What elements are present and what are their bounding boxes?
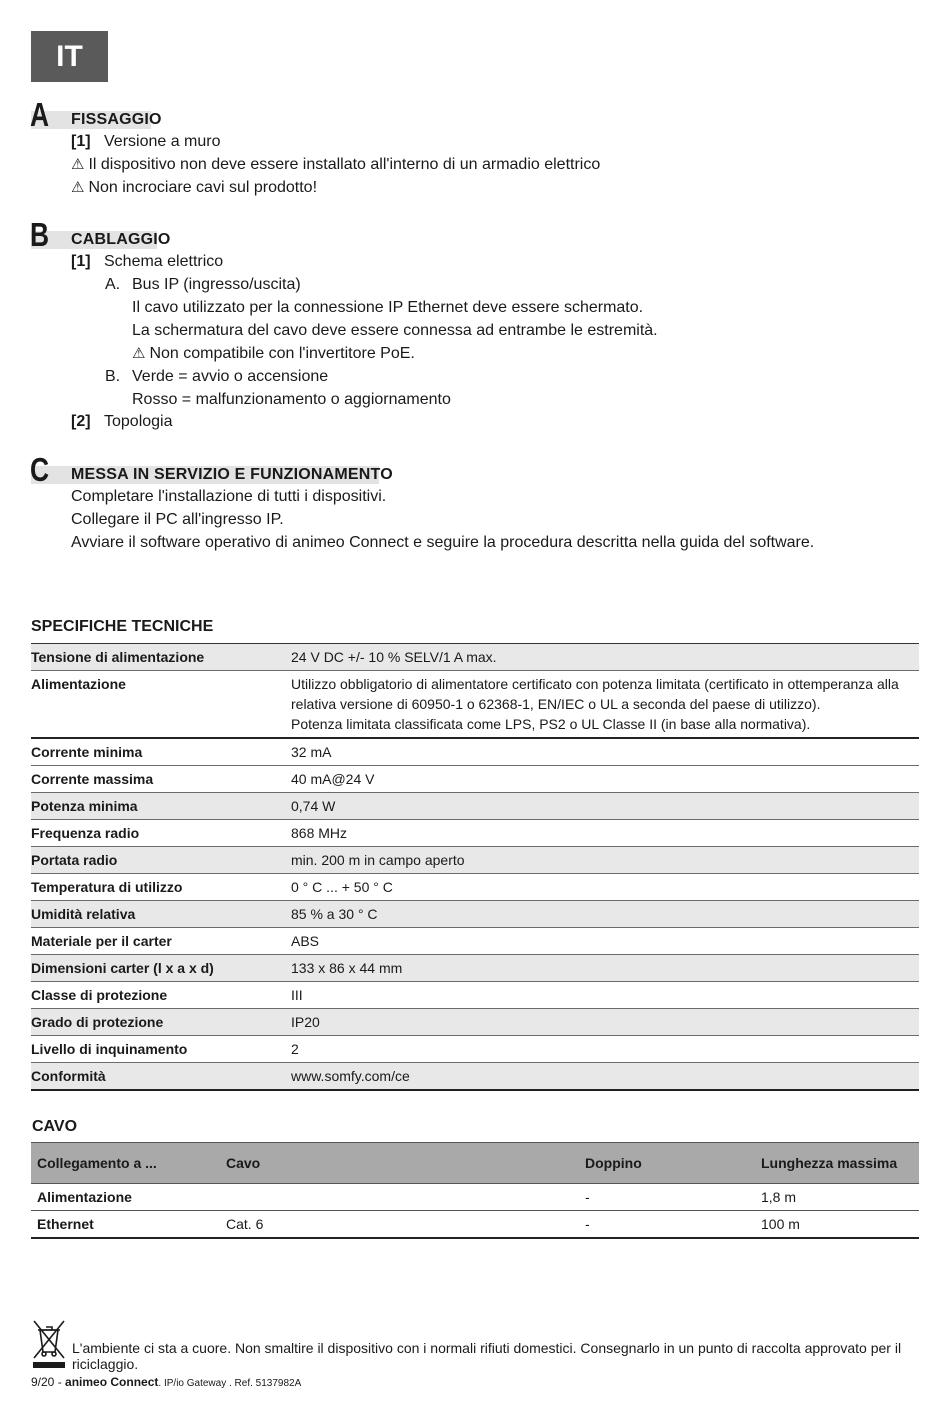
warning-text: Non incrociare cavi sul prodotto! [88,179,318,196]
section-b-sub-a-line-3: La schermatura del cavo deve essere connessa ad entrambe le estremità. [132,322,658,339]
table-cell [220,1184,579,1211]
section-c-letter: C [30,451,50,488]
item-text: Schema elettrico [104,253,224,270]
table-cell: - [579,1184,755,1211]
spec-key: Alimentazione [31,671,291,739]
section-c-line-1: Completare l'installazione di tutti i dispositivi. [71,488,387,505]
table-cell: Ethernet [31,1211,220,1239]
item-ref: [1] [71,253,91,270]
cable-heading: CAVO [32,1118,78,1135]
table-row [31,1009,919,1036]
section-a-warning-1 [71,154,600,176]
spec-key: Conformità [31,1063,291,1091]
spec-key: Potenza minima [31,793,291,820]
table-row [31,1063,919,1091]
table-row [31,1211,919,1239]
spec-value: 2 [291,1036,919,1063]
product-brand: animeo Connect [65,1375,159,1389]
section-b-sub-a [105,274,301,296]
section-c-line-2: Collegare il PC all'ingresso IP. [71,511,284,528]
section-a-warning-2 [71,177,317,199]
table-row [31,901,919,928]
table-row [31,874,919,901]
spec-key: Livello di inquinamento [31,1036,291,1063]
spec-value [291,671,919,739]
item-text: Topologia [104,413,173,430]
table-header-row [31,1143,919,1184]
sub-label: A. [105,276,121,293]
section-b-sub-b [105,366,328,388]
table-row [31,1036,919,1063]
table-cell: 1,8 m [755,1184,919,1211]
spec-key: Tensione di alimentazione [31,644,291,671]
warning-text: Non compatibile con l'invertitore PoE. [149,345,415,362]
sub-text: Verde = avvio o accensione [132,368,329,385]
product-reference: . IP/io Gateway . Ref. 5137982A [158,1378,302,1389]
spec-key: Corrente minima [31,738,291,766]
column-header: Cavo [220,1143,579,1184]
table-cell: Cat. 6 [220,1211,579,1239]
spec-value: 85 % a 30 ° C [291,901,919,928]
disposal-notice: L'ambiente ci sta a cuore. Non smaltire il dispositivo con i normali rifiuti domestici. Consegnarlo in un punto di raccolta approvato per il riciclaggio. [72,1340,902,1372]
column-header: Collegamento a ... [31,1143,220,1184]
spec-key: Classe di protezione [31,982,291,1009]
specs-table [31,643,919,1091]
table-row [31,982,919,1009]
spec-key: Frequenza radio [31,820,291,847]
spec-value: 0 ° C ... + 50 ° C [291,874,919,901]
section-a-title: FISSAGGIO [71,111,162,128]
page-reference [31,1375,301,1389]
spec-value: ABS [291,928,919,955]
sub-label: B. [105,368,121,385]
separator: - [57,1375,62,1389]
item-ref: [1] [71,133,91,150]
table-row [31,820,919,847]
spec-value: 24 V DC +/- 10 % SELV/1 A max. [291,644,919,671]
spec-key: Dimensioni carter (l x a x d) [31,955,291,982]
table-row [31,793,919,820]
item-ref: [2] [71,413,91,430]
table-cell: - [579,1211,755,1239]
spec-value: 32 mA [291,738,919,766]
section-c-title: MESSA IN SERVIZIO E FUNZIONAMENTO [71,466,393,483]
table-row [31,671,919,739]
section-b-item-2 [71,411,173,433]
spec-key: Corrente massima [31,766,291,793]
table-cell: 100 m [755,1211,919,1239]
table-row [31,955,919,982]
section-b-item-1 [71,251,223,273]
spec-key: Materiale per il carter [31,928,291,955]
spec-value-line: Potenza limitata classificata come LPS, PS2 o UL Classe II (in base alla normativa). [291,716,811,732]
table-row [31,738,919,766]
spec-key: Temperatura di utilizzo [31,874,291,901]
section-a-letter: A [30,96,50,133]
spec-value: 868 MHz [291,820,919,847]
specs-heading: SPECIFICHE TECNICHE [31,618,214,635]
section-c-line-3: Avviare il software operativo di animeo Connect e seguire la procedura descritta nella guida del software. [71,534,815,551]
cable-table [31,1142,919,1239]
spec-key: Grado di protezione [31,1009,291,1036]
section-b-letter: B [30,216,50,253]
column-header: Doppino [579,1143,755,1184]
section-b-title: CABLAGGIO [71,231,171,248]
spec-value: 40 mA@24 V [291,766,919,793]
spec-key: Portata radio [31,847,291,874]
warning-icon: ⚠ [71,179,85,196]
table-row [31,928,919,955]
page-number: 9/20 [31,1375,55,1389]
warning-text: Il dispositivo non deve essere installato all'interno di un armadio elettrico [88,156,601,173]
table-row [31,766,919,793]
weee-bin-icon [31,1318,67,1375]
section-b-sub-a-warning [132,343,415,365]
spec-value-line: relativa versione di 60950-1 o 62368-1, EN/IEC o UL a seconda del paese di utilizzo). [291,696,821,712]
column-header: Lunghezza massima [755,1143,919,1184]
table-cell: Alimentazione [31,1184,220,1211]
language-badge: IT [31,31,108,82]
spec-value: min. 200 m in campo aperto [291,847,919,874]
spec-value: 0,74 W [291,793,919,820]
table-row [31,644,919,671]
section-b-sub-a-line-2: Il cavo utilizzato per la connessione IP Ethernet deve essere schermato. [132,299,644,316]
section-a-item-1 [71,131,221,153]
warning-icon: ⚠ [132,345,146,362]
spec-value: IP20 [291,1009,919,1036]
spec-value: III [291,982,919,1009]
sub-text: Bus IP (ingresso/uscita) [132,276,301,293]
spec-value: www.somfy.com/ce [291,1063,919,1091]
table-row [31,847,919,874]
warning-icon: ⚠ [71,156,85,173]
spec-value: 133 x 86 x 44 mm [291,955,919,982]
spec-key: Umidità relativa [31,901,291,928]
spec-value-line: Utilizzo obbligatorio di alimentatore certificato con potenza limitata (certificato in ottemperanza alla [291,676,899,692]
item-text: Versione a muro [104,133,221,150]
section-b-sub-b-line-2: Rosso = malfunzionamento o aggiornamento [132,391,451,408]
table-row [31,1184,919,1211]
